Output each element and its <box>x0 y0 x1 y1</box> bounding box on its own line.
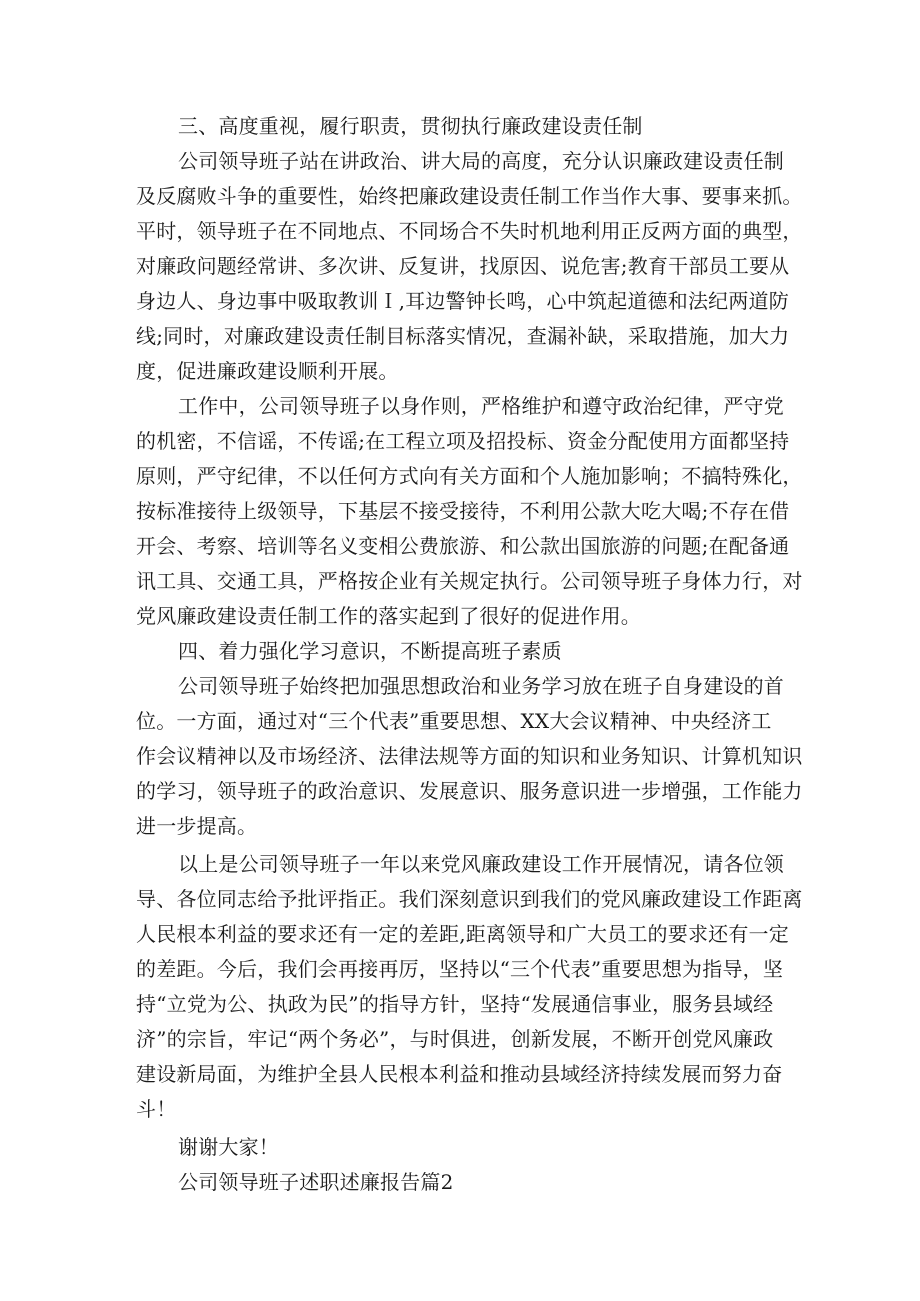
paragraph-line: 度，促进廉政建设顺利开展。 <box>136 359 399 383</box>
next-report-title: 公司领导班子述职述廉报告篇2 <box>178 1170 454 1194</box>
paragraph-line: 及反腐败斗争的重要性，始终把廉政建设责任制工作当作大事、要事来抓。 <box>136 184 803 208</box>
paragraph-line: 原则，严守纪律，不以任何方式向有关方面和个人施加影响；不搞特殊化， <box>136 464 803 488</box>
paragraph-line: 斗！ <box>136 1097 177 1121</box>
paragraph-line: 对廉政问题经常讲、多次讲、反复讲，找原因、说危害;教育干部员工要从 <box>136 254 790 278</box>
paragraph-line: 建设新局面，为维护全县人民根本利益和推动县域经济持续发展而努力奋 <box>136 1062 783 1086</box>
paragraph-line: 济”的宗旨，牢记“两个务必”，与时俱进，创新发展，不断开创党风廉政 <box>136 1027 774 1051</box>
paragraph-line: 以上是公司领导班子一年以来党风廉政建设工作开展情况，请各位领 <box>178 852 784 876</box>
paragraph-line: 身边人、身边事中吸取教训Ｉ,耳边警钟长鸣，心中筑起道德和法纪两道防 <box>136 289 789 313</box>
paragraph-line: 公司领导班子始终把加强思想政治和业务学习放在班子自身建设的首 <box>178 674 784 698</box>
section-heading-4: 四、着力强化学习意识，不断提高班子素质 <box>178 639 562 663</box>
paragraph-line: 党风廉政建设责任制工作的落实起到了很好的促进作用。 <box>136 604 641 628</box>
paragraph-line: 公司领导班子站在讲政治、讲大局的高度，充分认识廉政建设责任制 <box>178 149 784 173</box>
paragraph-line: 进一步提高。 <box>136 814 258 838</box>
paragraph-line: 位。一方面，通过对“三个代表”重要思想、XX大会议精神、中央经济工 <box>136 709 772 733</box>
paragraph-line: 平时，领导班子在不同地点、不同场合不失时机地利用正反两方面的典型， <box>136 219 803 243</box>
paragraph-line: 开会、考察、培训等名义变相公费旅游、和公款出国旅游的问题;在配备通 <box>136 534 790 558</box>
closing-thanks: 谢谢大家！ <box>178 1135 279 1159</box>
paragraph-line: 的差距。今后，我们会再接再厉，坚持以“三个代表”重要思想为指导，坚 <box>136 957 784 981</box>
paragraph-line: 按标准接待上级领导，下基层不接受接待，不利用公款大吃大喝;不存在借 <box>136 499 790 523</box>
paragraph-line: 持“立党为公、执政为民”的指导方针，坚持“发展通信事业，服务县域经 <box>136 992 774 1016</box>
paragraph-line: 人民根本利益的要求还有一定的差距,距离领导和广大员工的要求还有一定 <box>136 922 789 946</box>
paragraph-line: 作会议精神以及市场经济、法律法规等方面的知识和业务知识、计算机知识 <box>136 744 803 768</box>
paragraph-line: 的机密，不信谣，不传谣;在工程立项及招投标、资金分配使用方面都坚持 <box>136 429 790 453</box>
paragraph-line: 导、各位同志给予批评指正。我们深刻意识到我们的党风廉政建设工作距离 <box>136 887 803 911</box>
section-heading-3: 三、高度重视，履行职责，贯彻执行廉政建设责任制 <box>178 114 643 138</box>
paragraph-line: 的学习，领导班子的政治意识、发展意识、服务意识进一步增强，工作能力 <box>136 779 803 803</box>
paragraph-line: 工作中，公司领导班子以身作则，严格维护和遵守政治纪律，严守党 <box>178 394 784 418</box>
paragraph-line: 线;同时，对廉政建设责任制目标落实情况，查漏补缺，采取措施，加大力 <box>136 324 790 348</box>
paragraph-line: 讯工具、交通工具，严格按企业有关规定执行。公司领导班子身体力行，对 <box>136 569 803 593</box>
